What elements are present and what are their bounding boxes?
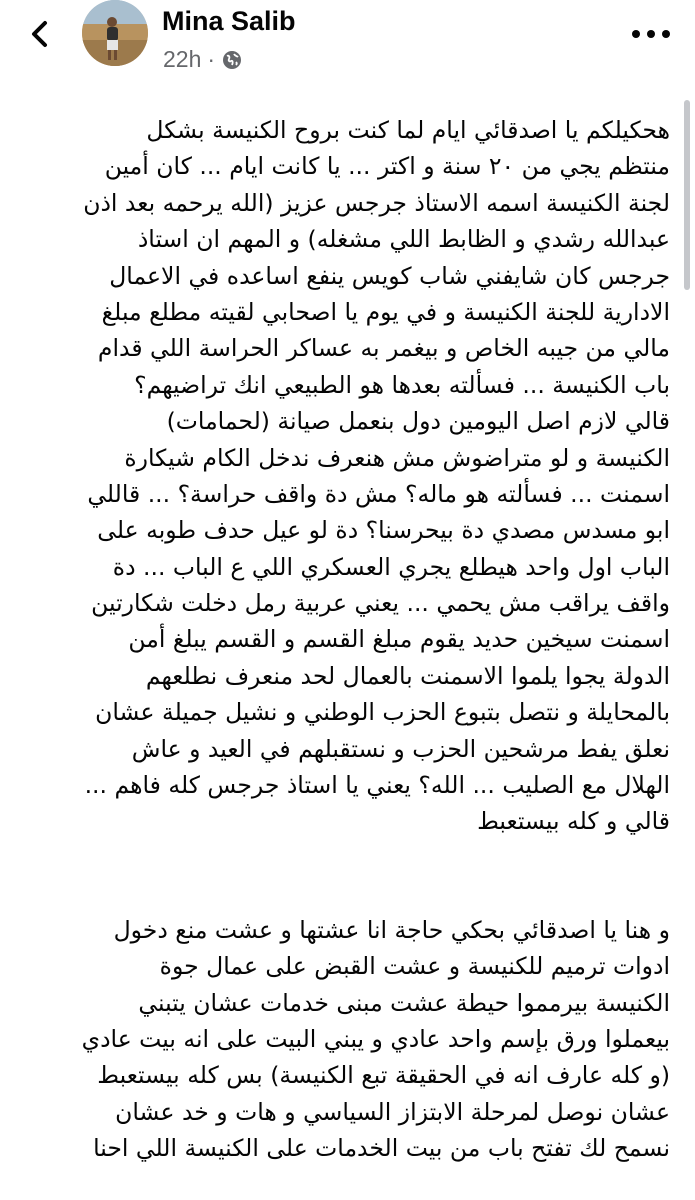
post-line: الكنيسة و لو متراضوش مش هنعرف ندخل الكام شيكارة <box>124 443 670 472</box>
more-options-button[interactable] <box>628 16 674 52</box>
globe-icon <box>222 50 242 70</box>
post-header <box>0 0 695 90</box>
post-line: الكنيسة بيرمموا حيطة عشت مبنى خدمات عشان يتبني <box>138 988 670 1017</box>
post-line: نسمح لك تفتح باب من بيت الخدمات على الكنيسة اللي احنا <box>93 1134 670 1163</box>
post-line: ابو مسدس مصدي دة بيحرسنا؟ دة لو عيل حدف طوبه على <box>97 516 670 545</box>
chevron-left-icon <box>28 20 52 48</box>
post-line: منتظم يجي من ٢٠ سنة و اكتر ... يا كانت ايام ... كان أمين <box>104 152 670 181</box>
back-button[interactable] <box>22 16 58 52</box>
post-line: بالمحايلة و نتصل بتبوع الحزب الوطني و نشيل جميلة عشان <box>95 698 670 727</box>
scrollbar[interactable] <box>684 100 690 290</box>
post-line: قالي لازم اصل اليومين دول بنعمل صيانة (لحمامات) <box>166 407 670 436</box>
post-line: الدولة يجوا يلموا الاسمنت بالعمال لحد منعرف نطلعهم <box>145 661 670 690</box>
post-line: واقف يراقب مش يحمي ... يعني عربية رمل دخلت شكارتين <box>91 589 670 618</box>
separator-dot: · <box>207 46 216 72</box>
post-line: اسمنت ... فسألته هو ماله؟ مش دة واقف حراسة؟ ... قاللي <box>87 479 670 508</box>
post-line: اسمنت سيخين حديد يقوم مبلغ القسم و القسم يبلغ أمن <box>128 625 670 654</box>
post-line: عشان نوصل لمرحلة الابتزاز السياسي و هات و خد عشان <box>115 1097 670 1126</box>
post-line: الباب اول واحد هيطلع يجري العسكري اللي ع الباب ... دة <box>112 552 670 581</box>
post-line: ادوات ترميم للكنيسة و عشت القبض على عمال جوة <box>159 952 670 981</box>
post-line: باب الكنيسة ... فسألته بعدها هو الطبيعي انك تراضيهم؟ <box>134 370 670 399</box>
post-line: نعلق يفط مرشحين الحزب و نستقبلهم في العيد و عاش <box>131 734 670 763</box>
avatar-photo <box>82 0 148 66</box>
post-line: قالي و كله بيستعبط <box>477 807 670 836</box>
author-name[interactable]: Mina Salib <box>162 6 296 36</box>
post-line: لجنة الكنيسة اسمه الاستاذ جرجس عزيز (الله يرحمه بعد اذن <box>83 188 670 217</box>
paragraph-gap <box>18 840 670 912</box>
post-line: مالي من جيبه الخاص و بيغمر به عساكر الحراسة اللي قدام <box>97 334 670 363</box>
post-line: الادارية للجنة الكنيسة و في يوم يا اصحابي لقيته مطلع مبلغ <box>101 297 670 326</box>
post-line: (و كله عارف انه في الحقيقة تبع الكنيسة) بس كله بيستعبط <box>97 1061 670 1090</box>
post-line: بيعملوا ورق بإسم واحد عادي و يبني البيت على انه بيت عادي <box>81 1024 670 1053</box>
more-horizontal-icon <box>631 29 671 39</box>
post-line: هحكيلكم يا اصدقائي ايام لما كنت بروح الكنيسة بشكل <box>146 116 670 144</box>
post-line: عبدالله رشدي و الظابط اللي مشغله) و المهم ان استاذ <box>137 225 670 254</box>
post-timestamp[interactable]: 22h <box>163 46 202 72</box>
post-line: الهلال مع الصليب ... الله؟ يعني يا استاذ جرجس كله فاهم ... <box>84 771 670 800</box>
post-body <box>18 112 670 1167</box>
post-paragraph-2 <box>18 912 670 1167</box>
post-meta <box>163 46 242 73</box>
post-line: جرجس كان شايفني شاب كويس ينفع اساعده في الاعمال <box>109 261 670 290</box>
author-avatar[interactable] <box>82 0 148 66</box>
post-line: و هنا يا اصدقائي بحكي حاجة انا عشتها و عشت منع دخول <box>113 915 670 944</box>
post-paragraph-1 <box>18 112 670 840</box>
